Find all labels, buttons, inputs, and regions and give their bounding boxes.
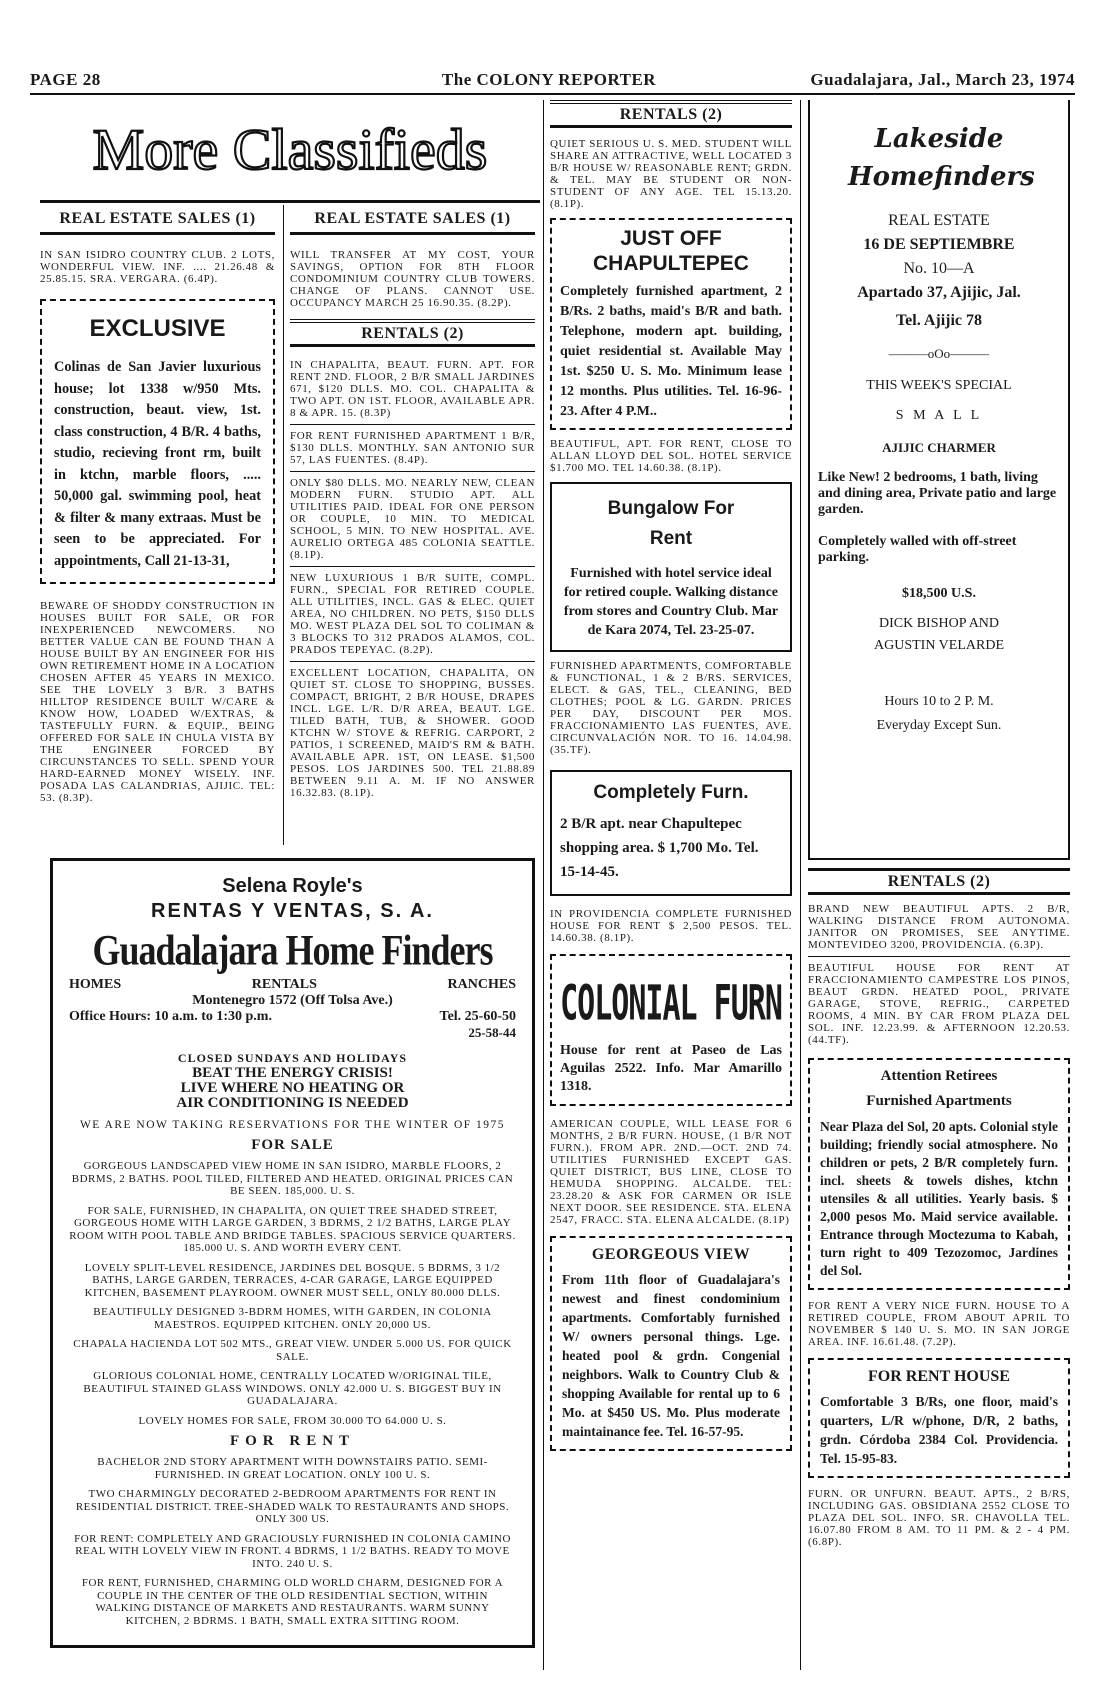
section-heading: FOR SALE [251, 1137, 334, 1153]
retirees-ad-box [808, 1058, 1070, 1290]
section-heading: RENTALS (2) [550, 100, 792, 128]
exclusive-ad-box [40, 299, 275, 584]
ad-heading: Furnished Apartments [866, 1093, 1012, 1109]
classified-ad: ONLY $80 DLLS. MO. NEARLY NEW, CLEAN MODERN FURN. STUDIO APT. ALL UTILITIES PAID. IDEAL FOR ONE PERSON OR COUPLE, 10 MIN. TO MEDICAL SCHOOL, 5 MIN. TO NEW HOSPITAL. AVE. AURELIO ORTEGA 485 COLONIA SEATTLE. (8.1P). [290, 477, 535, 561]
ad-line: Hours 10 to 2 P. M. [884, 694, 994, 709]
listing: BEAUTIFULLY DESIGNED 3-BDRM HOMES, WITH GARDEN, IN COLONIA MAESTROS. EQUIPPED KITCHEN. ONLY 20,000 US. [93, 1306, 492, 1331]
listing: FOR RENT, FURNISHED, CHARMING OLD WORLD CHARM, DESIGNED FOR A COUPLE IN THE CENTER OF THE OLD RESIDENTIAL SECTION, WITHIN WALKING DISTANCE OF MARKETS AND RESTAURANTS. WARM SUNNY KITCHEN, 2 BDRMS. 1 BATH, SMALL EXTRA SITTING ROOM. [81, 1577, 504, 1627]
classified-ad: FURNISHED APARTMENTS, COMFORTABLE & FUNCTIONAL, 1 & 2 B/RS. SERVICES, ELECT. & GAS, TEL., CLEANING, BED CLOTHES; POOL & LG. GARDN. PRICES PER DAY, DISCOUNT PER MOS. FRACCIONAMIENTO LAS FUENTES, AVE. CIRCUNVALACIÓN NOR. TO 16. 14.04.98. (35.TF). [550, 660, 792, 756]
ad-line: REAL ESTATE [888, 212, 990, 229]
ad-body: 2 B/R apt. near Chapultepec shopping area. $ 1,700 Mo. Tel. 15-14-45. [560, 816, 759, 880]
classified-ad: BRAND NEW BEAUTIFUL APTS. 2 B/R, WALKING DISTANCE FROM AUTONOMA. JANITOR ON PROMISES, SEE ANYTIME. MONTEVIDEO 3200, PROVIDENCIA. (6.3P). [808, 903, 1070, 951]
classified-ad: BEAUTIFUL HOUSE FOR RENT AT FRACCIONAMIENTO CAMPESTRE LOS PINOS, BEAUT GRDN. HEATED POOL, PRIVATE GARAGE, STOVE, REFRIG., CARPETED ROOMS, 4 MIN. BY CAR FROM PLAZA DEL SOL. INF. 12.23.99. & AFTERNOON 12.20.53. (44.TF). [808, 962, 1070, 1046]
ad-line: 16 DE SEPTIEMBRE [863, 236, 1015, 253]
listing: FOR SALE, FURNISHED, IN CHAPALITA, ON QUIET TREE SHADED STREET, GORGEOUS HOME WITH LARGE GARDEN, 3 BDRMS, 2 1/2 BATHS, LARGE PLAY ROOM WITH POOL TABLE AND BRIDGE TABLES. SPACIOUS SERVICE QUARTERS. 185.000 U. S. AND WORTH EVERY CENT. [69, 1204, 516, 1254]
phone-number: Tel. Ajijic 78 [895, 312, 983, 329]
chapultepec-ad-box [550, 218, 792, 430]
ad-heading: EXCLUSIVE [89, 315, 226, 342]
listing: LOVELY SPLIT-LEVEL RESIDENCE, JARDINES DEL BOSQUE. 5 BDRMS, 3 1/2 BATHS, LARGE GARDEN, TERRACES, 4-CAR GARAGE, LARGE EQUIPPED KITCHEN, BASEMENT PLAYROOM. OWNER MUST SELL, ONLY 80.000 DLLS. [84, 1261, 501, 1299]
col-rule [283, 205, 284, 845]
ad-divider [290, 661, 535, 662]
page-title [60, 115, 520, 185]
ad-body: House for rent at Paseo de Las Aguilas 2522. Info. Mar Amarillo 1318. [560, 1043, 782, 1094]
classified-ad: FOR RENT A VERY NICE FURN. HOUSE TO A RETIRED COUPLE, FROM ABOUT APRIL TO NOVEMBER $ 140 U. S. MO. IN SAN JORGE AREA. INF. 16.61.48. (7.2P). [808, 1300, 1070, 1348]
ad-line: No. 10—A [903, 260, 975, 277]
ad-heading: Bungalow For Rent [607, 498, 735, 549]
ad-body: Furnished with hotel service ideal for retired couple. Walking distance from stores and Country Club. Mar de Kara 2074, Tel. 23-25-07. [563, 566, 779, 638]
classified-ad: BEAUTIFUL, APT. FOR RENT, CLOSE TO ALLAN LLOYD DEL SOL. HOTEL SERVICE $1.700 MO. TEL 14.60.38. (8.1P). [550, 438, 792, 474]
ad-body: Completely walled with off-street parking. [818, 534, 1017, 565]
section-heading: REAL ESTATE SALES (1) [40, 208, 275, 235]
classified-ad: IN PROVIDENCIA COMPLETE FURNISHED HOUSE FOR RENT $ 2,500 PESOS. TEL. 14.60.38. (8.1P). [550, 908, 792, 944]
paper-name: The COLONY REPORTER [441, 70, 657, 89]
classified-ad: AMERICAN COUPLE, WILL LEASE FOR 6 MONTHS, 2 B/R FURN. HOUSE, (1 B/R NOT FURN.). FROM APR. 2ND.—OCT. 2ND 74. UTILITIES FURNISHED EXCEPT GAS. QUIET DISTRICT, BUS LINE, CLOSE TO HEMUDA SHOPPING. ALCALDE. TEL: 23.28.20 & ASK FOR CARMEN OR ISLE NEXT DOOR. SEE RESIDENCE. STA. ELENA 2547, FRACC. STA. ELENA ALCALDE. (8.1P) [550, 1118, 792, 1226]
classified-ad: EXCELLENT LOCATION, CHAPALITA, ON QUIET ST. CLOSE TO SHOPPING, BUSSES. COMPACT, BRIGHT, 2 B/R HOUSE, DRAPES INCL. LGE. L/R. D/R AREA, BEAUT. LGE. TILED BATH, TUB, & SHOWER. GOOD KTCHN W/ STOVE & REFRIG. CARPORT, 2 PATIOS, 1 SCREENED, MAID'S RM & BATH. AVAILABLE APR. 1ST, ON LEASE. $1,500 PESOS. LOS JARDINES 500. TEL 21.88.89 BETWEEN 9.11 A. M. IF NO ANSWER 16.32.83. (8.1P). [290, 667, 535, 799]
service-label: RENTALS [251, 977, 317, 992]
colonial-furn-ad-box [550, 954, 792, 1106]
classified-ad: FURN. OR UNFURN. BEAUT. APTS., 2 B/RS, INCLUDING GAS. OBSIDIANA 2552 CLOSE TO PLAZA DEL SOL. INFO. SR. CHAVOLLA TEL. 16.07.80 FROM 8 AM. TO 11 PM. & 2 - 4 PM. (6.8P). [808, 1488, 1070, 1548]
ad-body: Completely furnished apartment, 2 B/Rs. 2 baths, maid's B/R and bath. Telephone, modern apt. building, quiet residential st. Available May 1st. $250 U. S. Mo. Minimum lease 12 months. Plus utilities. Tel. 16-96-23. After 4 P.M.. [560, 284, 782, 419]
ad-heading: Selena Royle's [222, 875, 363, 897]
section-heading: RENTALS (2) [808, 868, 1070, 895]
ad-line: DICK BISHOP AND [878, 616, 1000, 631]
hours-row [69, 1009, 516, 1025]
selena-royle-ad [50, 858, 535, 1648]
header-rule [30, 93, 1075, 95]
bungalow-ad-box [550, 482, 792, 652]
listing: CHAPALA HACIENDA LOT 502 MTS., GREAT VIEW. UNDER 5.000 US. FOR QUICK SALE. [73, 1338, 512, 1363]
gorgeous-view-ad-box [550, 1236, 792, 1451]
ad-heading: FOR RENT HOUSE [868, 1368, 1010, 1385]
column-3 [550, 100, 792, 1451]
for-rent-house-ad-box [808, 1358, 1070, 1478]
lakeside-ad-box [808, 100, 1070, 860]
ad-divider [290, 471, 535, 472]
ad-notice: AIR CONDITIONING IS NEEDED [176, 1095, 409, 1111]
classified-ad: NEW LUXURIOUS 1 B/R SUITE, COMPL. FURN., SPECIAL FOR RETIRED COUPLE. ALL UTILITIES, INCL. GAS & ELEC. QUIET AREA, NO CHILDREN. NO PETS, $150 DLLS MO. WEST PLAZA DEL SOL TO COLIMAN & 3 BLOCKS TO 312 PRADOS ALAMOS, COL. PRADOS TEPEYAC. (8.2P). [290, 572, 535, 656]
classified-ad: FOR RENT FURNISHED APARTMENT 1 B/R, $130 DLLS. MONTHLY. SAN ANTONIO SUR 57, LAS FUENTES. (8.4P). [290, 430, 535, 466]
ad-heading: GEORGEOUS VIEW [591, 1246, 751, 1263]
col-rule [800, 100, 801, 1670]
classified-ad: IN SAN ISIDRO COUNTRY CLUB. 2 LOTS, WONDERFUL VIEW. INF. .... 21.26.48 & 25.85.15. SRA. VERGARA. (6.4P). [40, 249, 275, 285]
ad-body: Near Plaza del Sol, 20 apts. Colonial style building; friendly social atmosphere. No children or pets, 2 B/R completely furn. incl. sheets & towels dishes, ktchn utensiles & all utilities. Yearly basis. $ 2,000 pesos Mo. Maid service available. Entrance through Moctezuma to Kabah, turn right to 409 Tezozomoc, Jardines del Sol. [820, 1119, 1058, 1278]
colonial-logo: COLONIAL FURN [560, 976, 782, 1033]
service-label: HOMES [69, 977, 122, 992]
dateline: Guadalajara, Jal., March 23, 1974 [810, 70, 1075, 89]
service-row [69, 977, 516, 993]
listing: GLORIOUS COLONIAL HOME, CENTRALLY LOCATED W/ORIGINAL TILE, BEAUTIFUL STAINED GLASS WINDOWS. ONLY 42.000 U. S. BIGGEST BUY IN GUADALAJARA. [83, 1370, 502, 1407]
ad-title: Guadalajara Home Finders [92, 926, 493, 974]
title-rule [40, 200, 540, 203]
ad-heading: JUST OFF CHAPULTEPEC [593, 227, 749, 275]
ad-divider [290, 566, 535, 567]
ad-body: From 11th floor of Guadalajara's newest and finest condominium apartments. Comfortably furnished W/ owners personal things. Lge. heated pool & grdn. Congenial neighbors. Walk to Country Club & shopping Available for rental up to 6 Mo. at $450 US. Mo. Plus moderate maintainance fee. Tel. 16-57-95. [562, 1272, 780, 1439]
ad-line: AGUSTIN VELARDE [873, 638, 1004, 653]
listing: FOR RENT: COMPLETELY AND GRACIOUSLY FURNISHED IN COLONIA CAMINO REAL WITH LOVELY VIEW IN FRONT. 4 BDRMS, 1 1/2 BATHS. READY TO MOVE INTO. 240 U. S. [74, 1532, 511, 1570]
section-heading: FOR RENT [229, 1433, 356, 1449]
ad-notice: WE ARE NOW TAKING RESERVATIONS FOR THE WINTER OF 1975 [79, 1119, 506, 1131]
classified-ad: IN CHAPALITA, BEAUT. FURN. APT. FOR RENT 2ND. FLOOR, 2 B/R SMALL JARDINES 671, $120 DLLS. MO. COL. CHAPALITA & TWO APT. ON 1ST. FLOOR, AVAILABLE APR. 8 & APR. 15. (8.3P) [290, 359, 535, 419]
service-label: RANCHES [447, 977, 516, 992]
ad-body: Comfortable 3 B/Rs, one floor, maid's quarters, L/R w/phone, D/R, 2 baths, grdn. Córdoba 2384 Col. Providencia. Tel. 15-95-83. [820, 1394, 1058, 1466]
ad-address: Montenegro 1572 (Off Tolsa Ave.) [192, 993, 393, 1008]
ad-divider [808, 956, 1070, 957]
page-number: PAGE 28 [30, 70, 101, 89]
title-text: More Classifieds [92, 117, 488, 182]
ad-heading: Completely Furn. [593, 782, 749, 803]
title-graphic [60, 115, 520, 185]
phone-number: Tel. 25-60-50 [439, 1009, 516, 1024]
ad-body: Like New! 2 bedrooms, 1 bath, living and dining area, Private patio and large garden. [818, 470, 1057, 517]
column-4 [808, 100, 1070, 1548]
column-1 [40, 208, 275, 804]
ad-notice: LIVE WHERE NO HEATING OR [180, 1080, 405, 1096]
ad-divider [290, 424, 535, 425]
lakeside-logo: Lakeside Homefinders [848, 124, 1035, 192]
section-heading: REAL ESTATE SALES (1) [290, 208, 535, 235]
col-rule [543, 100, 544, 1670]
ornament: ———oOo——— [888, 346, 990, 361]
ad-heading: RENTAS Y VENTAS, S. A. [151, 900, 434, 922]
classified-ad: BEWARE OF SHODDY CONSTRUCTION IN HOUSES BUILT FOR SALE, OR FOR INEXPERIENCED NEWCOMERS. NO BETTER VALUE CAN BE FOUND THAN A HOUSE BUILT BY AN ENGINEER FOR HIS OWN RETIREMENT HOME IN A LOCATION CHOSEN AFTER 45 YEARS IN MEXICO. SEE THE LOVELY 3 B/R. 3 BATHS HILLTOP RESIDENCE BUILT W/CARE & KNOW HOW, LOADED W/EXTRAS, & TASTEFULLY FURN. & EQUIP., BEING OFFERED FOR SALE IN CHULA VISTA BY THE ENGINEER FORCED BY CIRCUNSTANCES TO SELL. SPEND YOUR HARD-EARNED MONEY WISELY. INF. POSADA LAS CALANDRIAS, AJIJIC. TEL: 53. (8.3P). [40, 600, 275, 804]
ad-heading: Attention Retirees [880, 1068, 998, 1084]
ad-line: Everyday Except Sun. [876, 718, 1002, 733]
ad-line: Apartado 37, Ajijic, Jal. [857, 284, 1021, 301]
listing: GORGEOUS LANDSCAPED VIEW HOME IN SAN ISIDRO, MARBLE FLOORS, 2 BDRMS, 2 BATHS. POOL TILED, FILTERED AND HEATED. ORIGINAL PRICES CAN BE SEEN. 185,000. U. S. [71, 1160, 514, 1197]
listing: BACHELOR 2ND STORY APARTMENT WITH DOWNSTAIRS PATIO. SEMI-FURNISHED. IN GREAT LOCATION. ONLY 100 U. S. [97, 1456, 488, 1481]
column-2 [290, 208, 535, 799]
classified-ad: WILL TRANSFER AT MY COST, YOUR SAVINGS, OPTION FOR 8TH FLOOR CONDOMINIUM COUNTRY CLUB TOWERS. CHANGE OF PLANS. CANNOT USE. OCCUPANCY MARCH 25 16.90.35. (8.2P). [290, 249, 535, 309]
ad-line: S M A L L [895, 408, 983, 423]
ad-notice: CLOSED SUNDAYS AND HOLIDAYS [177, 1051, 408, 1065]
ad-notice: BEAT THE ENERGY CRISIS! [192, 1065, 393, 1081]
listing: TWO CHARMINGLY DECORATED 2-BEDROOM APARTMENTS FOR RENT IN RESIDENTIAL DISTRICT. TREE-SHADED WALK TO RESTAURANTS AND SHOPS. ONLY 300 US. [75, 1488, 510, 1525]
ad-line: AJIJIC CHARMER [882, 440, 996, 455]
classified-ad: QUIET SERIOUS U. S. MED. STUDENT WILL SHARE AN ATTRACTIVE, WELL LOCATED 3 B/R HOUSE W/ REASONABLE RENT; GRDN. & TEL. MAY BE STUDENT OR NON-STUDENT OF ANY AGE. TEL 15.13.20. (8.1P). [550, 138, 792, 210]
ad-body: Colinas de San Javier luxurious house; lot 1338 w/950 Mts. construction, beaut. view, 1st. class construction, 4 B/R. 4 baths, studio, recieving front rm, built in ktchn, marble floors, ..... 50,000 gal. swimming pool, heat & filter & many extraas. Must be seen to be appreciated. For appointments, Call 21-13-31, [54, 359, 261, 569]
ad-line: THIS WEEK'S SPECIAL [866, 378, 1012, 393]
listing: LOVELY HOMES FOR SALE, FROM 30.000 TO 64.000 U. S. [138, 1414, 447, 1427]
office-hours: Office Hours: 10 a.m. to 1:30 p.m. [69, 1009, 272, 1024]
phone-number: 25-58-44 [468, 1025, 516, 1040]
section-heading: RENTALS (2) [290, 319, 535, 347]
price: $18,500 U.S. [902, 586, 976, 601]
completely-furn-ad-box [550, 770, 792, 896]
